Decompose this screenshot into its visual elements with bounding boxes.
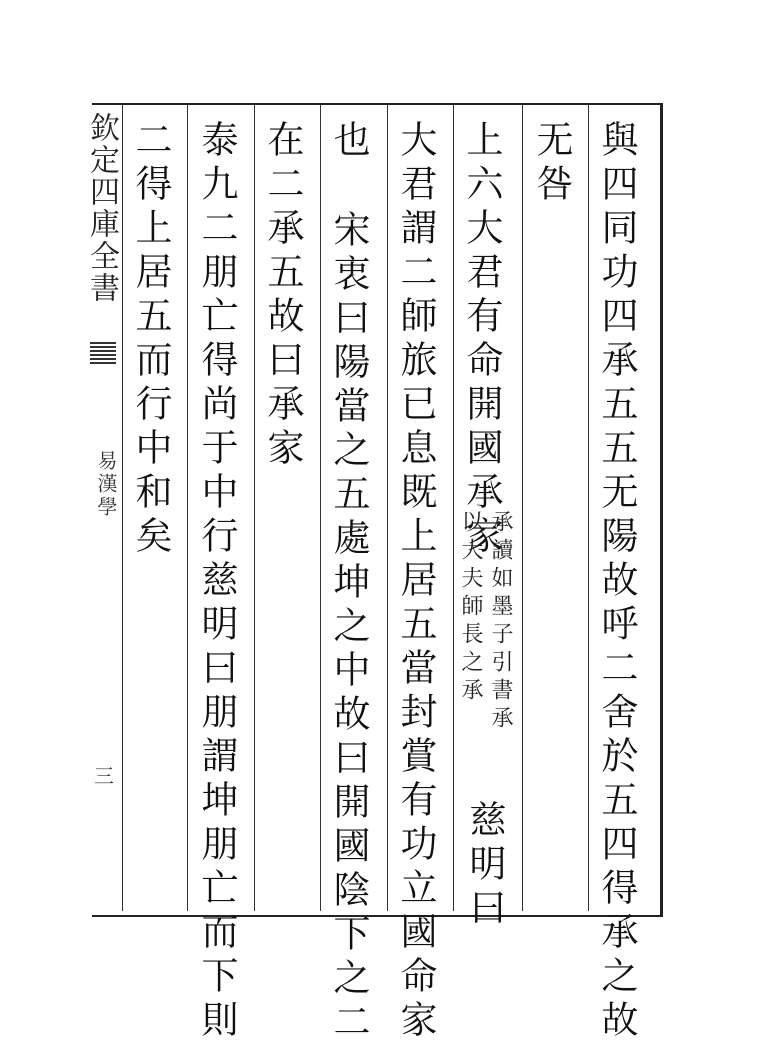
column-rule bbox=[320, 105, 321, 911]
page-frame bbox=[92, 103, 663, 917]
note-left: 以大夫師長之承 bbox=[458, 510, 483, 706]
fishtail-mark bbox=[90, 342, 116, 364]
column-rule bbox=[522, 105, 523, 911]
text-column-8: 二得上居五而行中和矣 bbox=[129, 120, 172, 560]
text-column-4: 大君謂二師旅已息既上居五當封賞有功立國命家 bbox=[394, 120, 437, 1044]
column-rule bbox=[187, 105, 188, 911]
text-column-7: 泰九二朋亡得尚于中行慈明曰朋謂坤朋亡而下則 bbox=[195, 120, 238, 1044]
volume-title: 易漢學 bbox=[94, 450, 118, 519]
column-rule bbox=[453, 105, 454, 911]
text-column-3-cont: 慈明曰 bbox=[463, 800, 506, 932]
page-number: 三 bbox=[94, 764, 114, 788]
text-column-1: 與四同功四承五五无陽故呼二舍於五四得承之故 bbox=[595, 120, 638, 1044]
text-column-3: 上六大君有命開國承家 bbox=[460, 120, 503, 560]
note-right: 承讀如墨子引書承 bbox=[488, 510, 513, 734]
book-title: 欽定四庫全書 bbox=[84, 112, 119, 304]
text-column-6: 在二承五故曰承家 bbox=[261, 120, 304, 472]
column-rule bbox=[588, 105, 589, 911]
column-rule bbox=[387, 105, 388, 911]
text-column-5: 也 bbox=[327, 120, 370, 164]
column-rule bbox=[254, 105, 255, 911]
text-column-5-cont: 宋衷曰陽當之五處坤之中故曰開國陰下之二 bbox=[327, 210, 370, 1046]
column-rule bbox=[122, 105, 123, 911]
text-column-2: 无咎 bbox=[530, 120, 573, 208]
